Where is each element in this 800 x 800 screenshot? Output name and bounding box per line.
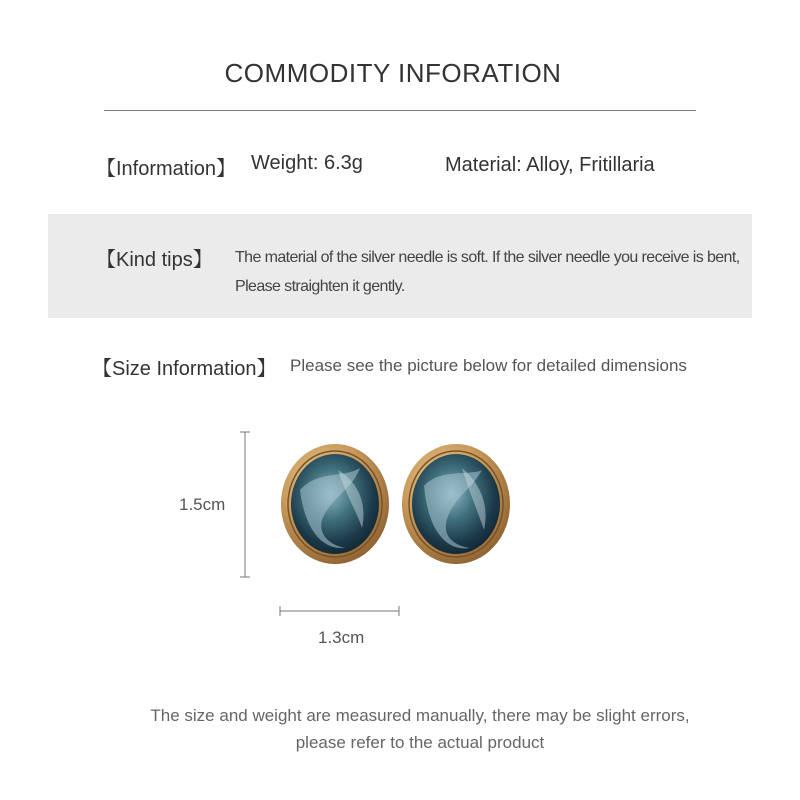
disclaimer-line-1: The size and weight are measured manually, there may be slight errors, xyxy=(150,706,690,725)
right-earring xyxy=(402,444,510,564)
left-earring xyxy=(281,444,389,564)
kind-tips-text: The material of the silver needle is soft. If the silver needle you receive is bent, Please straighten it gently. xyxy=(235,249,740,295)
width-dimension-line xyxy=(280,606,399,616)
width-label: 1.3cm xyxy=(318,628,365,647)
page-title: COMMODITY INFORATION xyxy=(224,58,562,88)
kind-tips-label: 【Kind tips】 xyxy=(96,249,213,271)
size-description: Please see the picture below for detailed dimensions xyxy=(290,356,687,375)
weight-value: Weight: 6.3g xyxy=(251,152,363,174)
size-information-label: 【Size Information】 xyxy=(92,358,277,380)
information-label: 【Information】 xyxy=(96,158,237,180)
height-label: 1.5cm xyxy=(179,495,226,514)
disclaimer-line-2: please refer to the actual product xyxy=(295,733,545,752)
height-dimension-line xyxy=(240,432,250,577)
measurement-disclaimer xyxy=(140,702,700,756)
material-value: Material: Alloy, Fritillaria xyxy=(445,154,655,176)
